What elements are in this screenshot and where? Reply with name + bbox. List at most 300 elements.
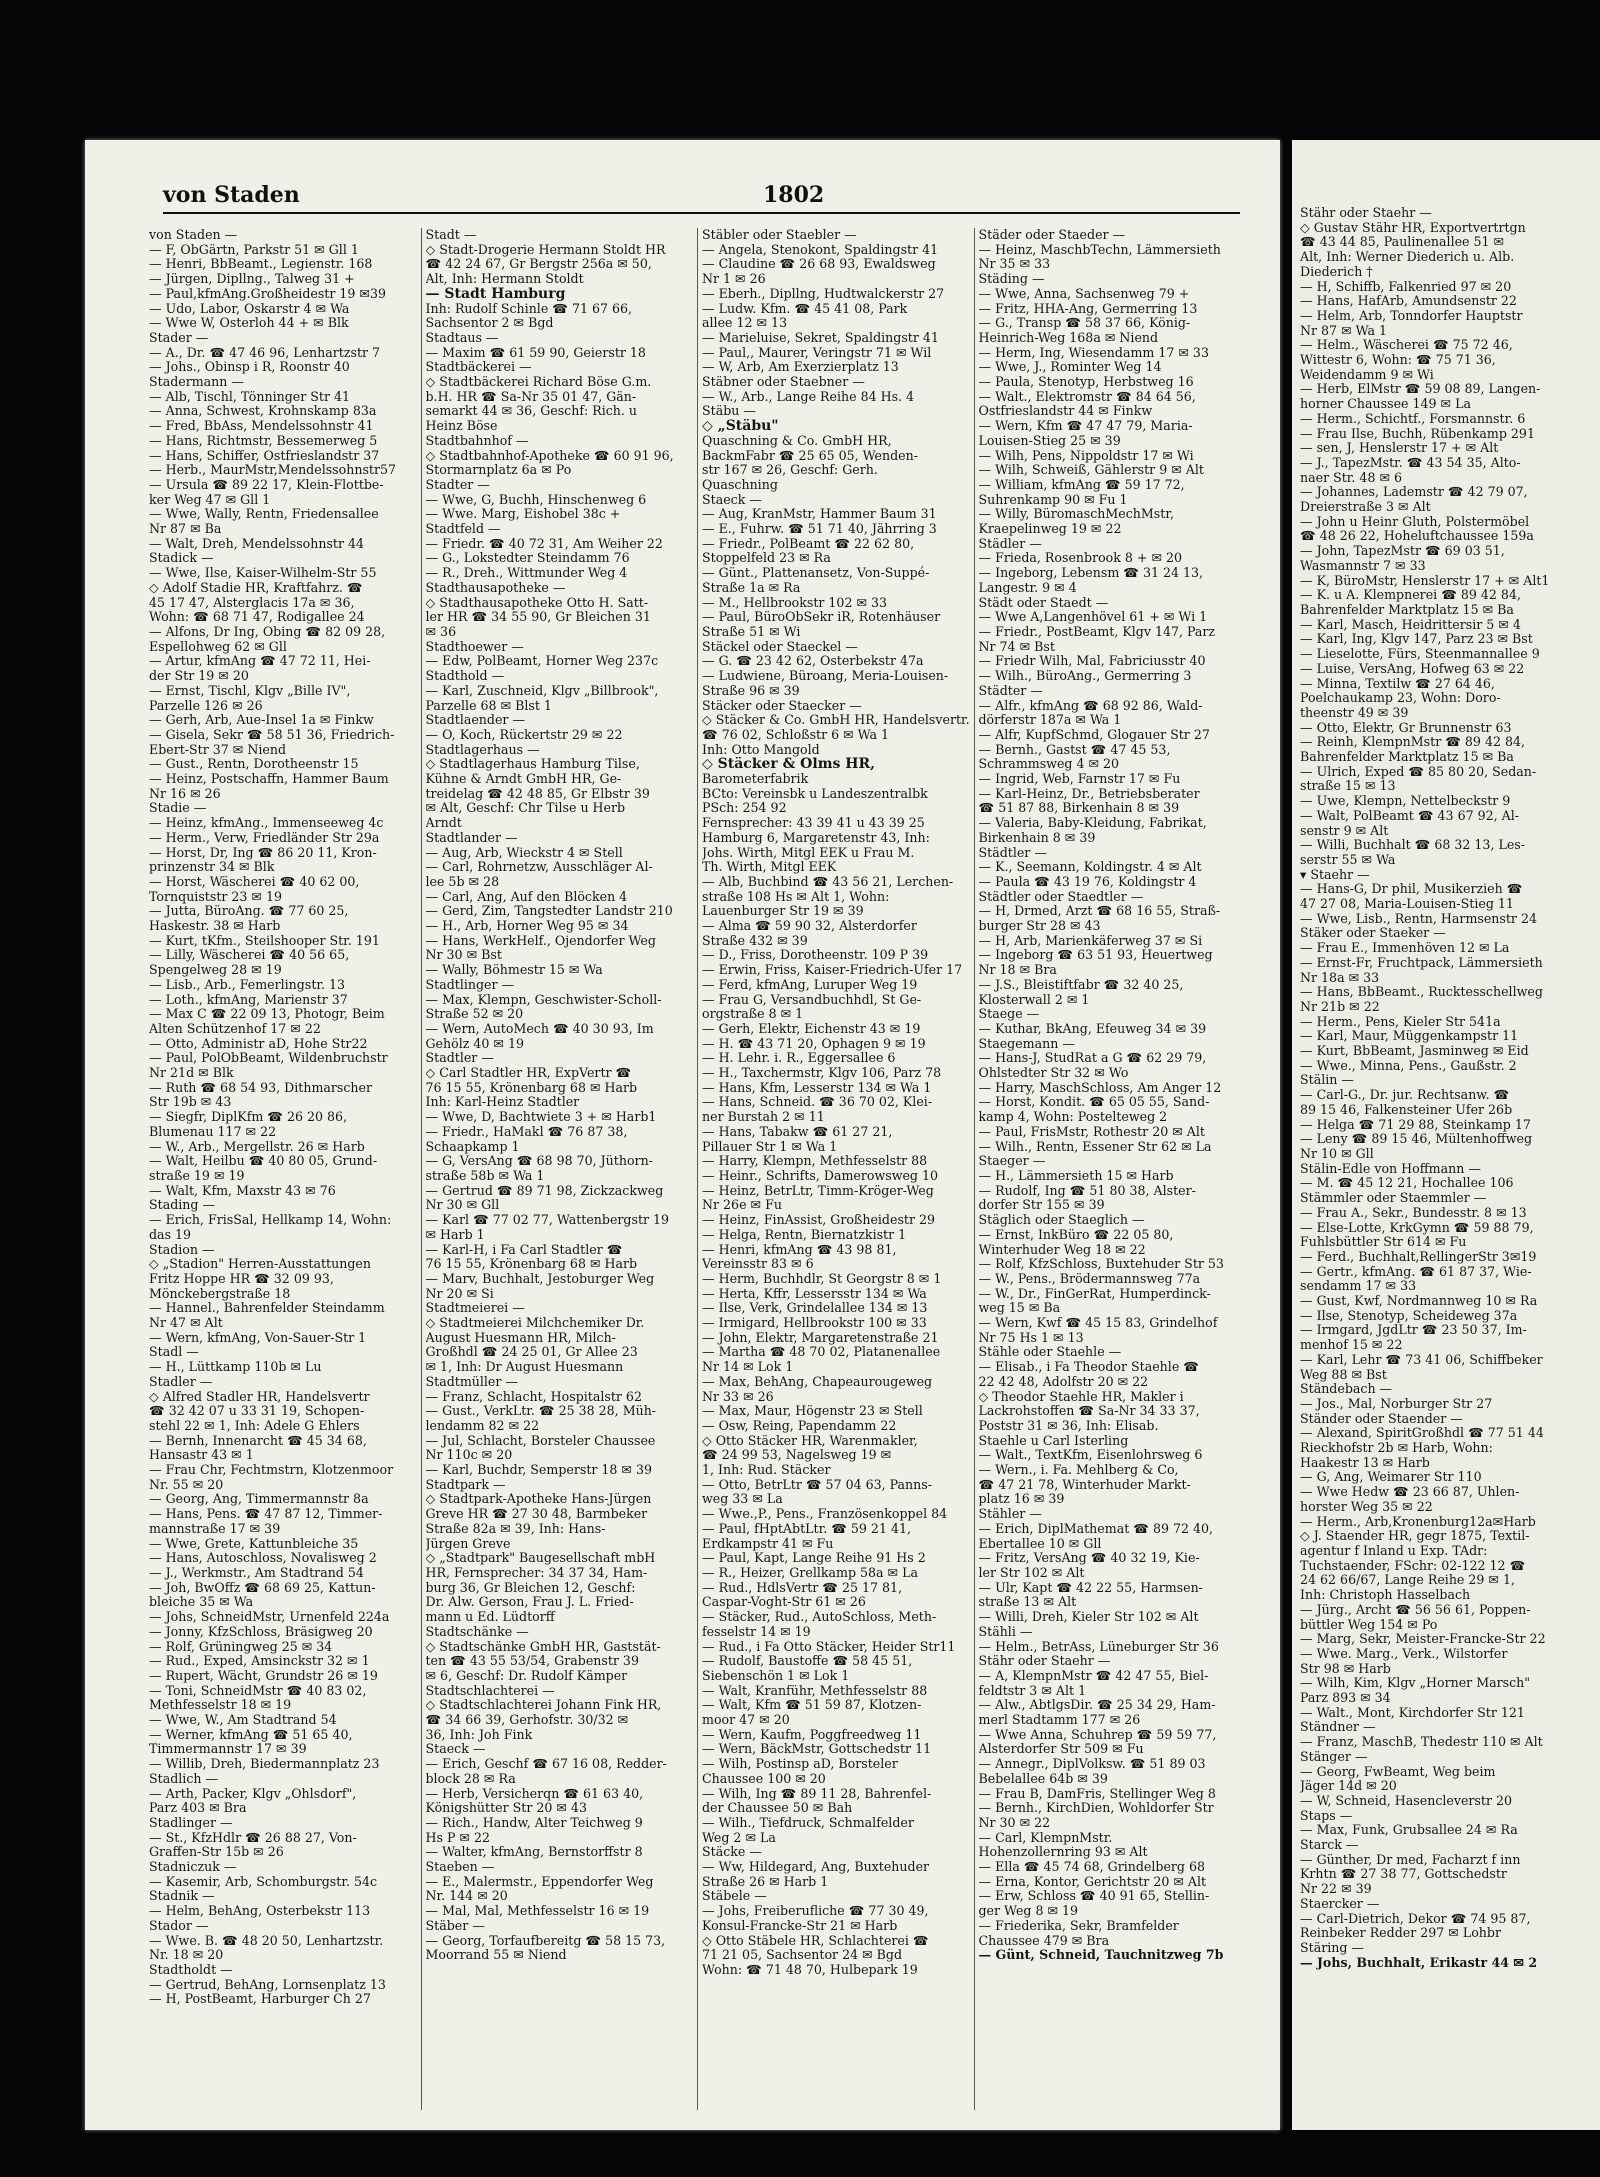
entry-line: Timmermannstr 17 ✉ 39 [149, 1742, 307, 1757]
entry-line: ☎ 47 21 78, Winterhuder Markt- [978, 1477, 1191, 1492]
column-4 [975, 228, 1251, 2110]
entry-line: Louisen-Stieg 25 ✉ 39 [978, 433, 1121, 448]
entry-line: — Wwe Hedw ☎ 23 66 87, Uhlen- [1300, 1485, 1520, 1500]
entry-line: Stadtpark — [425, 1477, 506, 1492]
entry-line: — Annegr., DiplVolksw. ☎ 51 89 03 [978, 1757, 1206, 1772]
entry-line: — Ingeborg ☎ 63 51 93, Heuertweg [978, 948, 1213, 963]
entry-line: burg 36, Gr Bleichen 12, Geschf: [425, 1580, 636, 1595]
entry-line: — Ludwiene, Büroang, Meria-Louisen- [702, 669, 949, 684]
entry-line: — H. ☎ 43 71 20, Ophagen 9 ✉ 19 [702, 1036, 926, 1051]
entry-line: Stäbner oder Staebner — [702, 375, 865, 390]
entry-line: ✉ Alt, Geschf: Chr Tilse u Herb [425, 801, 626, 816]
entry-line: — Ww, Hildegard, Ang, Buxtehuder [702, 1860, 930, 1875]
entry-line: ✉ 6, Geschf: Dr. Rudolf Kämper [425, 1668, 628, 1683]
entry-line: sendamm 17 ✉ 33 [1300, 1279, 1417, 1294]
entry-line: Stälin — [1300, 1073, 1354, 1088]
entry-line: — Walt, Dreh, Mendelssohnstr 44 [149, 536, 365, 551]
entry-line: Alt, Inh: Werner Diederich u. Alb. [1300, 250, 1515, 265]
entry-line: Barometerfabrik [702, 772, 809, 787]
entry-line: — Ernst, InkBüro ☎ 22 05 80, [978, 1227, 1174, 1242]
entry-line: — Gertrud, BehAng, Lornsenplatz 13 [149, 1977, 386, 1992]
entry-line: ✉ 36 [425, 624, 457, 639]
entry-line: — Karl, Maur, Müggenkampstr 11 [1300, 1029, 1519, 1044]
running-head: von Staden [163, 182, 300, 208]
entry-line: — Alfr., kfmAng ☎ 68 92 86, Wald- [978, 698, 1203, 713]
entry-line: Bebelallee 64b ✉ 39 [978, 1771, 1108, 1786]
entry-line: Hohenzollernring 93 ✉ Alt [978, 1845, 1148, 1860]
entry-line: — Fred, BbAss, Mendelssohnstr 41 [149, 419, 374, 434]
entry-line: moor 47 ✉ 20 [702, 1713, 790, 1728]
entry-line: 71 21 05, Sachsentor 24 ✉ Bgd [702, 1948, 903, 1963]
entry-line: — Artur, kfmAng ☎ 47 72 11, Hei- [149, 654, 371, 669]
entry-line: Stadter — [425, 477, 490, 492]
entry-line: Dreierstraße 3 ✉ Alt [1300, 500, 1431, 515]
entry-line: — Helm, Arb, Tonndorfer Hauptstr [1300, 308, 1523, 323]
entry-line: Hamburg 6, Margaretenstr 43, Inh: [702, 830, 930, 845]
entry-line: ◇ Stadtschlachterei Johann Fink HR, [425, 1698, 662, 1713]
entry-line: Stader — [149, 330, 209, 345]
entry-line: — K., Seemann, Koldingstr. 4 ✉ Alt [978, 860, 1202, 875]
entry-line: Stadtlagerhaus — [425, 742, 540, 757]
entry-line: — Ulr, Kapt ☎ 42 22 55, Harmsen- [978, 1580, 1203, 1595]
entry-line: — Wern, AutoMech ☎ 40 30 93, Im [425, 1021, 654, 1036]
entry-line: Stadtschlachterei — [425, 1683, 555, 1698]
entry-line: — Hans-J, StudRat a G ☎ 62 29 79, [978, 1051, 1207, 1066]
entry-line: Fuhlsbüttler Str 614 ✉ Fu [1300, 1235, 1467, 1250]
entry-line: Lackrohstoffen ☎ Sa-Nr 34 33 37, [978, 1404, 1200, 1419]
entry-line: — Max, Funk, Grubsallee 24 ✉ Ra [1300, 1823, 1518, 1838]
entry-line: — Rud., HdlsVertr ☎ 25 17 81, [702, 1580, 903, 1595]
entry-line: — W., Pens., Brödermannsweg 77a [978, 1271, 1201, 1286]
entry-line: mannstraße 17 ✉ 39 [149, 1521, 281, 1536]
entry-line: Stadtlinger — [425, 977, 515, 992]
entry-line: Lauenburger Str 19 ✉ 39 [702, 904, 864, 919]
entry-line: straße 15 ✉ 13 [1300, 779, 1396, 794]
entry-line: Städler — [978, 536, 1042, 551]
entry-line: dörferstr 187a ✉ Wa 1 [978, 713, 1122, 728]
entry-line: — Herm., Arb,Kronenburg12a✉Harb [1300, 1514, 1536, 1529]
entry-line: Staehle u Carl Isterling [978, 1433, 1129, 1448]
entry-line: ler HR ☎ 34 55 90, Gr Bleichen 31 [425, 610, 651, 625]
entry-line: Nr 26e ✉ Fu [702, 1198, 782, 1213]
entry-line: Jäger 14d ✉ 20 [1300, 1779, 1397, 1794]
entry-line: — G, VersAng ☎ 68 98 70, Jüthorn- [425, 1154, 653, 1169]
entry-line: August Huesmann HR, Milch- [425, 1330, 616, 1345]
entry-line: — Toni, SchneidMstr ☎ 40 83 02, [149, 1683, 367, 1698]
entry-line: ger Weg 8 ✉ 19 [978, 1904, 1079, 1919]
entry-line: — Carl, KlempnMstr. [978, 1830, 1113, 1845]
entry-line: — Gisela, Sekr ☎ 58 51 36, Friedrich- [149, 727, 395, 742]
entry-line: Weidendamm 9 ✉ Wi [1300, 367, 1434, 382]
entry-line: — Heinz, MaschbTechn, Lämmersieth [978, 242, 1221, 257]
entry-line: Inh: Christoph Hasselbach [1300, 1588, 1471, 1603]
entry-line: Stadniczuk — [149, 1860, 237, 1875]
entry-line: büttler Weg 154 ✉ Po [1300, 1617, 1438, 1632]
entry-line: — J.S., Bleistiftfabr ☎ 32 40 25, [978, 977, 1184, 992]
entry-line: — Ilse, Stenotyp, Scheideweg 37a [1300, 1308, 1518, 1323]
entry-line: — Horst, Dr, Ing ☎ 86 20 11, Kron- [149, 845, 377, 860]
entry-line: horster Weg 35 ✉ 22 [1300, 1499, 1433, 1514]
entry-line: — Harry, MaschSchloss, Am Anger 12 [978, 1080, 1222, 1095]
entry-line: — Else-Lotte, KrkGymn ☎ 59 88 79, [1300, 1220, 1534, 1235]
entry-line: — Ursula ☎ 89 22 17, Klein-Flottbe- [149, 477, 384, 492]
entry-line: — Hans, Schiffer, Ostfrieslandstr 37 [149, 448, 380, 463]
entry-line: — Helga, Rentn, Biernatzkistr 1 [702, 1227, 907, 1242]
entry-line: — Heinr., Schrifts, Damerowsweg 10 [702, 1169, 939, 1183]
entry-line: — K, BüroMstr, Henslerstr 17 + ✉ Alt1 [1300, 573, 1550, 588]
entry-line: — Friedr., PostBeamt, Klgv 147, Parz [978, 624, 1216, 639]
entry-line: — Wwe, J., Rominter Weg 14 [978, 360, 1162, 375]
entry-line: — Herm, Buchhdlr, St Georgstr 8 ✉ 1 [702, 1271, 942, 1286]
entry-line: — Herm, Ing, Wiesendamm 17 ✉ 33 [978, 345, 1209, 360]
entry-line: HR, Fernsprecher: 34 37 34, Ham- [425, 1565, 648, 1580]
entry-line: 22 42 48, Adolfstr 20 ✉ 22 [978, 1374, 1149, 1389]
entry-line: Nr 21d ✉ Blk [149, 1066, 234, 1081]
entry-line: 45 17 47, Alsterglacis 17a ✉ 36, [149, 595, 355, 610]
entry-line: ◇ Alfred Stadler HR, Handelsvertr [149, 1389, 370, 1404]
entry-line: Siebenschön 1 ✉ Lok 1 [702, 1668, 850, 1683]
entry-line: Nr. 144 ✉ 20 [425, 1889, 508, 1904]
entry-line: — Paula ☎ 43 19 76, Koldingstr 4 [978, 874, 1197, 889]
entry-line: weg 15 ✉ Ba [978, 1301, 1061, 1316]
entry-line: Wohn: ☎ 71 48 70, Hulbepark 19 [702, 1962, 918, 1977]
entry-line: — Wilh, Ing ☎ 89 11 28, Bahrenfel- [702, 1786, 932, 1801]
entry-line: — Alfons, Dr Ing, Obing ☎ 82 09 28, [149, 624, 386, 639]
entry-line: Stadtbäckerei — [425, 360, 532, 375]
entry-line: Tornquiststr 23 ✉ 19 [149, 889, 283, 904]
entry-line: allee 12 ✉ 13 [702, 316, 788, 331]
entry-line: ◇ „Stadtpark" Baugesellschaft mbH [425, 1551, 656, 1566]
entry-line: Caspar-Voght-Str 61 ✉ 26 [702, 1595, 866, 1610]
entry-line: — Osw, Reing, Papendamm 22 [702, 1418, 897, 1433]
entry-line: ◇ Stadt-Drogerie Hermann Stoldt HR [425, 242, 666, 257]
entry-line: serstr 55 ✉ Wa [1300, 852, 1396, 867]
entry-line: Stadthausapotheke — [425, 580, 566, 595]
entry-line: 36, Inh: Joh Fink [425, 1727, 533, 1742]
entry-line: — J., Werkmstr., Am Stadtrand 54 [149, 1565, 364, 1580]
entry-line: Staeben — [425, 1860, 495, 1875]
entry-line: semarkt 44 ✉ 36, Geschf: Rich. u [425, 404, 638, 419]
entry-line: — Hans, Pens. ☎ 47 87 12, Timmer- [149, 1507, 383, 1522]
entry-line: Graffen-Str 15b ✉ 26 [149, 1845, 284, 1860]
entry-line: — W., Arb., Lange Reihe 84 Hs. 4 [702, 389, 915, 404]
entry-line: — Günt, Schneid, Tauchnitzweg 7b [978, 1948, 1224, 1963]
entry-line: ler Str 102 ✉ Alt [978, 1565, 1085, 1580]
entry-line: — Herb, Versicherqn ☎ 61 63 40, [425, 1786, 644, 1801]
entry-line: — Carl, Ang, Auf den Blöcken 4 [425, 889, 628, 904]
entry-line: — Gerd, Zim, Tangstedter Landstr 210 [425, 904, 673, 919]
entry-line: — Irmgard, JgdLtr ☎ 23 50 37, Im- [1300, 1323, 1527, 1338]
entry-line: — Rud., Exped, Amsinckstr 32 ✉ 1 [149, 1654, 370, 1669]
entry-line: Stadler — [149, 1374, 213, 1389]
entry-line: — G. ☎ 23 42 62, Osterbekstr 47a [702, 654, 924, 669]
entry-line: Quaschning [702, 477, 778, 492]
entry-line: — Hans, Schneid. ☎ 36 70 02, Klei- [702, 1095, 933, 1110]
entry-line: — A., Dr. ☎ 47 46 96, Lenhartzstr 7 [149, 345, 381, 360]
entry-line: Nr 87 ✉ Wa 1 [1300, 323, 1387, 338]
entry-line: Nr 30 ✉ Bst [425, 948, 502, 963]
page-number: 1802 [763, 182, 825, 208]
entry-line: — H., Lämmersieth 15 ✉ Harb [978, 1169, 1174, 1183]
entry-line: — O, Koch, Rückertstr 29 ✉ 22 [425, 727, 623, 742]
entry-line: — R., Dreh., Wittmunder Weg 4 [425, 566, 628, 581]
entry-line: — Hans-G, Dr phil, Musikerzieh ☎ [1300, 882, 1523, 897]
entry-line: ker Weg 47 ✉ Gll 1 [149, 492, 271, 507]
entry-line: — Henri, kfmAng ☎ 43 98 81, [702, 1242, 897, 1257]
entry-line: — Aug, Arb, Wieckstr 4 ✉ Stell [425, 845, 623, 860]
entry-line: — Wwe. B. ☎ 48 20 50, Lenhartzstr. [149, 1933, 384, 1948]
entry-line: ☎ 43 44 85, Paulinenallee 51 ✉ [1300, 235, 1505, 250]
entry-line: Stoppelfeld 23 ✉ Ra [702, 551, 831, 566]
entry-line: — Udo, Labor, Oskarstr 4 ✉ Wa [149, 301, 350, 316]
entry-line: — H., Arb, Horner Weg 95 ✉ 34 [425, 919, 629, 934]
entry-line: Nr 18a ✉ 33 [1300, 970, 1380, 985]
entry-line: — Hans, Richtmstr, Bessemerweg 5 [149, 433, 378, 448]
entry-line: — K. u A. Klempnerei ☎ 89 42 84, [1300, 588, 1521, 603]
entry-line: Nr 74 ✉ Bst [978, 639, 1055, 654]
entry-line: — E., Malermstr., Eppendorfer Weg [425, 1874, 654, 1889]
entry-line: Ständner — [1300, 1720, 1376, 1735]
entry-line: — Stadt Hamburg [425, 286, 566, 302]
entry-line: — Gerh, Elektr, Eichenstr 43 ✉ 19 [702, 1021, 921, 1036]
entry-line: ◇ Stadtmeierei Milchchemiker Dr. [425, 1316, 645, 1331]
entry-line: menhof 15 ✉ 22 [1300, 1338, 1403, 1353]
entry-line: Stähle oder Staehle — [978, 1345, 1122, 1360]
entry-line: — Wwe, D, Bachtwiete 3 + ✉ Harb1 [425, 1110, 657, 1125]
entry-line: — Elisab., i Fa Theodor Staehle ☎ [978, 1360, 1199, 1375]
entry-line: Ostfrieslandstr 44 ✉ Finkw [978, 404, 1153, 419]
entry-line: — Wally, Böhmestr 15 ✉ Wa [425, 963, 603, 978]
entry-line: fesselstr 14 ✉ 19 [702, 1624, 811, 1639]
entry-line: — Johs, Buchhalt, Erikastr 44 ✉ 2 [1300, 1955, 1538, 1970]
entry-line: — Kurt, tKfm., Steilshooper Str. 191 [149, 933, 380, 948]
entry-line: Staegemann — [978, 1036, 1075, 1051]
entry-line: Erdkampstr 41 ✉ Fu [702, 1536, 834, 1551]
entry-line: — Jul, Schlacht, Borsteler Chaussee [425, 1433, 656, 1448]
entry-line: — Werner, kfmAng ☎ 51 65 40, [149, 1727, 353, 1742]
entry-line: — G, Ang, Weimarer Str 110 [1300, 1470, 1482, 1485]
entry-line: — Loth., kfmAng, Marienstr 37 [149, 992, 348, 1007]
entry-line: Nr. 55 ✉ 20 [149, 1477, 224, 1492]
entry-line: — Wwe A,Langenhövel 61 + ✉ Wi 1 [978, 610, 1208, 625]
entry-line: — Jonny, KfzSchloss, Bräsigweg 20 [149, 1624, 373, 1639]
entry-line: von Staden — [149, 228, 238, 242]
entry-line: — Franz, Schlacht, Hospitalstr 62 [425, 1389, 642, 1404]
entry-line: 1, Inh: Rud. Stäcker [702, 1463, 831, 1478]
entry-line: ✉ Harb 1 [425, 1227, 485, 1242]
entry-line: — Martha ☎ 48 70 02, Platanenallee [702, 1345, 941, 1360]
entry-line: Städt oder Staedt — [978, 595, 1109, 610]
entry-line: — Jürgen, Dipllng., Talweg 31 + [149, 272, 355, 287]
entry-line: Inh: Karl-Heinz Stadtler [425, 1095, 580, 1110]
facing-page [1292, 140, 1600, 2130]
entry-line: ☎ 34 66 39, Gerhofstr. 30/32 ✉ [425, 1713, 629, 1728]
entry-line: — Frau G, Versandbuchhdl, St Ge- [702, 992, 922, 1007]
entry-line: — Herb, ElMstr ☎ 59 08 89, Langen- [1300, 382, 1541, 397]
entry-line: straße 58b ✉ Wa 1 [425, 1169, 545, 1183]
entry-line: Staercker — [1300, 1896, 1380, 1911]
entry-line: Stäglich oder Staeglich — [978, 1213, 1145, 1228]
entry-line: — Erich, Geschf ☎ 67 16 08, Redder- [425, 1757, 667, 1772]
entry-line: — Walt., TextKfm, Eisenlohrsweg 6 [978, 1448, 1203, 1463]
entry-line: — Horst, Wäscherei ☎ 40 62 00, [149, 874, 360, 889]
entry-line: Stadtmüller — [425, 1374, 518, 1389]
entry-line: Stäring — [1300, 1940, 1365, 1955]
entry-line: — W, Schneid, Hasencleverstr 20 [1300, 1793, 1513, 1808]
entry-line: — Frau Ilse, Buchh, Rübenkamp 291 [1300, 426, 1535, 441]
entry-line: — Franz, MaschB, Thedestr 110 ✉ Alt [1300, 1735, 1543, 1750]
entry-line: Stormarnplatz 6a ✉ Po [425, 463, 572, 478]
entry-line: — Erw, Schloss ☎ 40 91 65, Stellin- [978, 1889, 1210, 1904]
entry-line: ◇ Stadtpark-Apotheke Hans-Jürgen [425, 1492, 652, 1507]
entry-line: — Max, BehAng, Chapeaurougeweg [702, 1374, 933, 1389]
entry-line: — Herm., Pens, Kieler Str 541a [1300, 1014, 1501, 1029]
entry-line: — Marg, Sekr, Meister-Francke-Str 22 [1300, 1632, 1546, 1647]
entry-line: — Wilh, Schweiß, Gählerstr 9 ✉ Alt [978, 463, 1204, 478]
entry-line: — Irmigard, Hellbrookstr 100 ✉ 33 [702, 1316, 927, 1331]
entry-line: mann u Ed. Lüdtorff [425, 1610, 555, 1625]
entry-line: — Wern, BäckMstr, Gottschedstr 11 [702, 1742, 932, 1757]
entry-line: — Wwe Anna, Schuhrep ☎ 59 59 77, [978, 1727, 1217, 1742]
entry-line: — Frau A., Sekr., Bundesstr. 8 ✉ 13 [1300, 1205, 1527, 1220]
entry-line: — R., Heizer, Grellkamp 58a ✉ La [702, 1565, 918, 1580]
entry-line: — Helm., BetrAss, Lüneburger Str 36 [978, 1639, 1219, 1654]
entry-line: Sachsentor 2 ✉ Bgd [425, 316, 554, 331]
entry-line: — Stäcker, Rud., AutoSchloss, Meth- [702, 1610, 937, 1625]
entry-line: — Walt., Mont, Kirchdorfer Str 121 [1300, 1705, 1525, 1720]
entry-line: — H., Taxchermstr, Klgv 106, Parz 78 [702, 1066, 942, 1081]
entry-line: ✉ 1, Inh: Dr August Huesmann [425, 1360, 624, 1375]
entry-line: — sen, J, Henslerstr 17 + ✉ Alt [1300, 441, 1499, 456]
entry-line: — Marv, Buchhalt, Jestoburger Weg [425, 1271, 655, 1286]
entry-line: Stading — [149, 1198, 216, 1213]
entry-line: PSch: 254 92 [702, 801, 787, 816]
entry-line: Stämmler oder Staemmler — [1300, 1191, 1487, 1206]
entry-line: Straße 432 ✉ 39 [702, 933, 808, 948]
entry-line: — Wern, kfmAng, Von-Sauer-Str 1 [149, 1330, 367, 1345]
entry-line: — Luise, VersAng, Hofweg 63 ✉ 22 [1300, 661, 1525, 676]
entry-line: Stähli — [978, 1624, 1033, 1639]
entry-line: Nr 20 ✉ Si [425, 1286, 494, 1301]
entry-line: — Ruth ☎ 68 54 93, Dithmarscher [149, 1080, 373, 1095]
entry-line: — St., KfzHdlr ☎ 26 88 27, Von- [149, 1830, 357, 1845]
entry-line: Langestr. 9 ✉ 4 [978, 580, 1077, 595]
entry-line: — Erich, DiplMathemat ☎ 89 72 40, [978, 1521, 1214, 1536]
entry-line: — Walt., Elektromstr ☎ 84 64 56, [978, 389, 1196, 404]
entry-line: — E., Fuhrw. ☎ 51 71 40, Jährring 3 [702, 522, 937, 537]
entry-line: — H, Arb, Marienkäferweg 37 ✉ Si [978, 933, 1203, 948]
entry-line: Parzelle 126 ✉ 26 [149, 698, 263, 713]
entry-line: Klosterwall 2 ✉ 1 [978, 992, 1090, 1007]
entry-line: ◇ Stadtschänke GmbH HR, Gaststät- [425, 1639, 661, 1654]
entry-line: Inh: Rudolf Schinle ☎ 71 67 66, [425, 301, 633, 316]
entry-line: — Wilh, Postinsp aD, Borsteler [702, 1757, 898, 1772]
entry-line: — H. Lehr. i. R., Eggersallee 6 [702, 1051, 896, 1066]
entry-line: BCto: Vereinsbk u Landeszentralbk [702, 786, 928, 801]
entry-line: — John u Heinr Gluth, Polstermöbel [1300, 514, 1530, 529]
entry-line: — Georg, Torfaufbereitg ☎ 58 15 73, [425, 1933, 666, 1948]
entry-line: — Gust., VerkLtr. ☎ 25 38 28, Müh- [425, 1404, 657, 1419]
entry-line: — Edw, PolBeamt, Horner Weg 237c [425, 654, 659, 669]
entry-line: — Ferd., Buchhalt,RellingerStr 3✉19 [1300, 1249, 1537, 1264]
entry-line: — Reinh, KlempnMstr ☎ 89 42 84, [1300, 735, 1526, 750]
entry-line: — Gust., Rentn, Dorotheenstr 15 [149, 757, 359, 772]
entry-line: — Joh, BwOffz ☎ 68 69 25, Kattun- [149, 1580, 376, 1595]
entry-line: — W., Arb., Mergellstr. 26 ✉ Harb [149, 1139, 365, 1154]
entry-line: Th. Wirth, Mitgl EEK [702, 860, 837, 875]
entry-line: — Günther, Dr med, Facharzt f inn [1300, 1852, 1521, 1867]
entry-line: — Harry, Klempn, Methfesselstr 88 [702, 1154, 928, 1169]
entry-line: — Hans, Autoschloss, Novalisweg 2 [149, 1551, 377, 1566]
entry-line: Stadie — [149, 801, 207, 816]
entry-line: BackmFabr ☎ 25 65 05, Wenden- [702, 448, 919, 463]
entry-line: — Paul,kfmAng.Großheidestr 19 ✉39 [149, 286, 386, 301]
entry-line: Ebertallee 10 ✉ Gll [978, 1536, 1102, 1551]
entry-line: Krhtn ☎ 27 38 77, Gottschedstr [1300, 1867, 1507, 1882]
entry-line: Stähr oder Staehr — [1300, 206, 1432, 220]
entry-line: — Herm., Verw, Friedländer Str 29a [149, 830, 380, 845]
entry-line: — Herm., Schichtf., Forsmannstr. 6 [1300, 411, 1526, 426]
entry-line: Städer oder Staeder — [978, 228, 1126, 242]
entry-line: Nr 75 Hs 1 ✉ 13 [978, 1330, 1084, 1345]
entry-line: ◇ Stadtlagerhaus Hamburg Tilse, [425, 757, 640, 772]
entry-line: ◇ „Stäbu" [702, 419, 779, 434]
entry-line: Rieckhofstr 2b ✉ Harb, Wohn: [1300, 1441, 1493, 1456]
entry-line: — Otto, Elektr, Gr Brunnenstr 63 [1300, 720, 1512, 735]
entry-line: Birkenhain 8 ✉ 39 [978, 830, 1096, 845]
entry-line: — William, kfmAng ☎ 59 17 72, [978, 477, 1185, 492]
entry-line: — Alexand, SpiritGroßhdl ☎ 77 51 44 [1300, 1426, 1544, 1441]
entry-line: — Max C ☎ 22 09 13, Photogr, Beim [149, 1007, 385, 1022]
entry-line: — Angela, Stenokont, Spaldingstr 41 [702, 242, 939, 257]
entry-line: — Wwe, Wally, Rentn, Friedensallee [149, 507, 379, 522]
entry-line: — Fritz, HHA-Ang, Germerring 13 [978, 301, 1198, 316]
entry-line: — Paul, fHptAbtLtr. ☎ 59 21 41, [702, 1521, 911, 1536]
entry-line: Schrammsweg 4 ✉ 20 [978, 757, 1120, 772]
entry-line: — Fritz, VersAng ☎ 40 32 19, Kie- [978, 1551, 1200, 1566]
entry-line: str 167 ✉ 26, Geschf: Gerh. [702, 463, 878, 478]
entry-line: Straße 82a ✉ 39, Inh: Hans- [425, 1521, 606, 1536]
entry-line: — Walt, PolBeamt ☎ 43 67 92, Al- [1300, 808, 1520, 823]
entry-line: 89 15 46, Falkensteiner Ufer 26b [1300, 1102, 1513, 1117]
entry-line: Ständebach — [1300, 1382, 1393, 1397]
entry-line: Bahrenfelder Marktplatz 15 ✉ Ba [1300, 750, 1514, 765]
entry-line: Straße 1a ✉ Ra [702, 580, 801, 595]
entry-line: — H, PostBeamt, Harburger Ch 27 [149, 1992, 371, 2007]
entry-line: — Heinz, BetrLtr, Timm-Kröger-Weg [702, 1183, 934, 1198]
entry-line: Wittestr 6, Wohn: ☎ 75 71 36, [1300, 353, 1496, 368]
entry-line: — Paula, Stenotyp, Herbstweg 16 [978, 375, 1194, 390]
entry-line: — Lieselotte, Fürs, Steenmannallee 9 [1300, 647, 1540, 662]
entry-line: weg 33 ✉ La [702, 1492, 783, 1507]
entry-line: Nr 30 ✉ 22 [978, 1815, 1051, 1830]
entry-line: Nr 33 ✉ 26 [702, 1389, 774, 1404]
entry-line: — Carl-Dietrich, Dekor ☎ 74 95 87, [1300, 1911, 1531, 1926]
entry-line: — Herta, Kffr, Lessersstr 134 ✉ Wa [702, 1286, 927, 1301]
entry-line: — Gerh, Arb, Aue-Insel 1a ✉ Finkw [149, 713, 374, 728]
entry-line: ☎ 51 87 88, Birkenhain 8 ✉ 39 [978, 801, 1180, 816]
entry-line: naer Str. 48 ✉ 6 [1300, 470, 1403, 485]
entry-line: feldtstr 3 ✉ Alt 1 [978, 1683, 1087, 1698]
entry-line: ◇ Stäcker & Olms HR, [702, 757, 876, 773]
entry-line: Nr 10 ✉ Gll [1300, 1147, 1374, 1161]
entry-line: Nr 18 ✉ Bra [978, 963, 1057, 978]
entry-line: — Alb, Buchbind ☎ 43 56 21, Lerchen- [702, 874, 954, 889]
entry-line: — H., Lüttkamp 110b ✉ Lu [149, 1360, 322, 1375]
entry-line: — Friederika, Sekr, Bramfelder [978, 1918, 1179, 1933]
entry-line: Wohn: ☎ 68 71 47, Rodigallee 24 [149, 610, 365, 625]
entry-line: — Gertr., kfmAng. ☎ 61 87 37, Wie- [1300, 1264, 1532, 1279]
